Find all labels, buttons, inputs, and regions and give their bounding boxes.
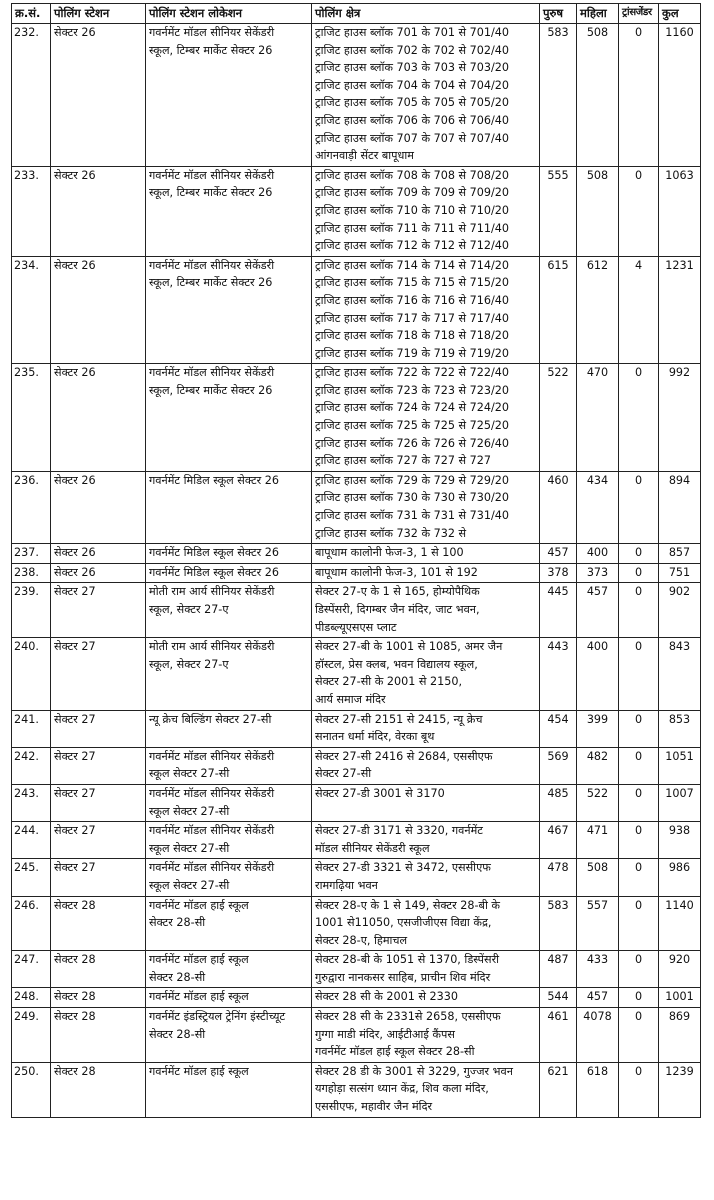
station-location	[146, 1008, 312, 1063]
female-count: 373	[577, 563, 619, 583]
polling-area-line: सेक्टर 28-ए, हिमाचल	[315, 933, 408, 947]
male-count: 487	[540, 951, 577, 988]
polling-area-line: ट्राजिट हाउस ब्लॉक 716 के 716 से 716/40	[315, 293, 509, 307]
table-row	[12, 638, 701, 710]
total-count: 1063	[659, 166, 701, 256]
female-count: 457	[577, 583, 619, 638]
transgender-count: 0	[619, 364, 659, 472]
serial-number: 243.	[12, 784, 51, 821]
header-station-location: पोलिंग स्टेशन लोकेशन	[146, 4, 312, 24]
station-location	[146, 24, 312, 167]
polling-station: सेक्टर 28	[51, 988, 146, 1008]
total-count: 1001	[659, 988, 701, 1008]
station-location-line: सेक्टर 28-सी	[149, 970, 206, 984]
transgender-count: 0	[619, 784, 659, 821]
serial-number: 239.	[12, 583, 51, 638]
polling-area-line: सेक्टर 27-सी	[315, 767, 372, 781]
polling-area-line: सेक्टर 28 सी के 2001 से 2330	[315, 990, 459, 1004]
female-count: 400	[577, 638, 619, 710]
station-location-line: स्कूल सेक्टर 27-सी	[149, 767, 230, 781]
polling-area-line: ट्राजिट हाउस ब्लॉक 726 के 726 से 726/40	[315, 436, 509, 450]
transgender-count: 0	[619, 896, 659, 951]
serial-number: 250.	[12, 1062, 51, 1117]
serial-number: 248.	[12, 988, 51, 1008]
polling-area-line: ट्राजिट हाउस ब्लॉक 710 के 710 से 710/20	[315, 203, 509, 217]
polling-area	[312, 1008, 540, 1063]
transgender-count: 0	[619, 471, 659, 543]
station-location-line: गवर्नमेंट मिडिल स्कूल सेक्टर 26	[149, 473, 279, 487]
table-body	[12, 24, 701, 1118]
male-count: 485	[540, 784, 577, 821]
polling-area	[312, 638, 540, 710]
transgender-count: 0	[619, 747, 659, 784]
polling-area-line: सेक्टर 28 डी के 3001 से 3229, गुज्जर भवन	[315, 1064, 513, 1078]
station-location	[146, 563, 312, 583]
polling-station: सेक्टर 27	[51, 583, 146, 638]
table-row	[12, 563, 701, 583]
polling-area-line: ट्राजिट हाउस ब्लॉक 712 के 712 से 712/40	[315, 239, 509, 253]
female-count: 618	[577, 1062, 619, 1117]
station-location-line: गवर्नमेंट मिडिल स्कूल सेक्टर 26	[149, 565, 279, 579]
male-count: 544	[540, 988, 577, 1008]
polling-area-line: सेक्टर 27-ए के 1 से 165, होम्योपैथिक	[315, 585, 480, 599]
polling-area-line: पीडब्ल्यूएसएस प्लाट	[315, 620, 397, 634]
male-count: 445	[540, 583, 577, 638]
station-location-line: स्कूल, टिम्बर मार्केट सेक्टर 26	[149, 276, 273, 290]
transgender-count: 0	[619, 951, 659, 988]
female-count: 434	[577, 471, 619, 543]
total-count: 1239	[659, 1062, 701, 1117]
polling-station: सेक्टर 27	[51, 747, 146, 784]
table-row	[12, 1008, 701, 1063]
polling-area-line: ट्राजिट हाउस ब्लॉक 707 के 707 से 707/40	[315, 131, 509, 145]
table-row	[12, 988, 701, 1008]
polling-area-line: ट्राजिट हाउस ब्लॉक 715 के 715 से 715/20	[315, 276, 509, 290]
station-location-line: गवर्नमेंट मॉडल सीनियर सेकेंडरी	[149, 824, 275, 838]
polling-area-line: यगहोड़ा सत्संग ध्यान केंद्र, शिव कला मंदिर,	[315, 1082, 489, 1096]
polling-area	[312, 896, 540, 951]
female-count: 557	[577, 896, 619, 951]
polling-station: सेक्टर 27	[51, 859, 146, 896]
table-row	[12, 24, 701, 167]
male-count: 522	[540, 364, 577, 472]
polling-area-line: सेक्टर 27-डी 3321 से 3472, एससीएफ	[315, 861, 491, 875]
total-count: 894	[659, 471, 701, 543]
table-row	[12, 166, 701, 256]
female-count: 508	[577, 859, 619, 896]
total-count: 1231	[659, 256, 701, 364]
total-count: 920	[659, 951, 701, 988]
polling-area	[312, 784, 540, 821]
polling-area-line: ट्राजिट हाउस ब्लॉक 727 के 727 से 727	[315, 454, 491, 468]
table-row	[12, 583, 701, 638]
female-count: 4078	[577, 1008, 619, 1063]
polling-area-line: ट्राजिट हाउस ब्लॉक 724 के 724 से 724/20	[315, 401, 509, 415]
male-count: 615	[540, 256, 577, 364]
male-count: 569	[540, 747, 577, 784]
polling-area-line: गवर्नमेंट मॉडल हाई स्कूल सेक्टर 28-सी	[315, 1045, 475, 1059]
male-count: 461	[540, 1008, 577, 1063]
female-count: 482	[577, 747, 619, 784]
station-location	[146, 896, 312, 951]
polling-area-line: सेक्टर 27-सी के 2001 से 2150,	[315, 675, 463, 689]
polling-area	[312, 364, 540, 472]
station-location	[146, 822, 312, 859]
serial-number: 241.	[12, 710, 51, 747]
polling-area	[312, 710, 540, 747]
total-count: 1051	[659, 747, 701, 784]
polling-station: सेक्टर 27	[51, 822, 146, 859]
station-location-line: स्कूल, सेक्टर 27-ए	[149, 603, 229, 616]
header-serial: क्र.सं.	[12, 4, 51, 24]
polling-area-line: ट्राजिट हाउस ब्लॉक 706 के 706 से 706/40	[315, 113, 509, 127]
female-count: 522	[577, 784, 619, 821]
station-location	[146, 710, 312, 747]
polling-area-line: ट्राजिट हाउस ब्लॉक 709 के 709 से 709/20	[315, 186, 509, 200]
station-location	[146, 1062, 312, 1117]
polling-station: सेक्टर 27	[51, 638, 146, 710]
polling-area-line: गुरुद्वारा नानकसर साहिब, प्राचीन शिव मंदिर	[315, 970, 491, 984]
polling-area	[312, 951, 540, 988]
polling-area-line: सेक्टर 27-डी 3171 से 3320, गवर्नमेंट	[315, 824, 483, 838]
polling-area	[312, 563, 540, 583]
total-count: 857	[659, 544, 701, 564]
station-location	[146, 544, 312, 564]
station-location	[146, 638, 312, 710]
station-location-line: सेक्टर 28-सी	[149, 916, 206, 930]
table-row	[12, 1062, 701, 1117]
polling-area-line: सेक्टर 27-सी 2151 से 2415, न्यू क्रेच	[315, 712, 483, 726]
polling-area	[312, 822, 540, 859]
station-location	[146, 951, 312, 988]
male-count: 478	[540, 859, 577, 896]
serial-number: 238.	[12, 563, 51, 583]
female-count: 508	[577, 166, 619, 256]
station-location-line: स्कूल सेक्टर 27-सी	[149, 878, 230, 892]
table-row	[12, 951, 701, 988]
transgender-count: 0	[619, 166, 659, 256]
station-location-line: न्यू क्रेच बिल्डिंग सेक्टर 27-सी	[149, 712, 272, 726]
header-polling-area: पोलिंग क्षेत्र	[312, 4, 540, 24]
serial-number: 237.	[12, 544, 51, 564]
polling-area	[312, 256, 540, 364]
table-row	[12, 784, 701, 821]
station-location	[146, 166, 312, 256]
table-row	[12, 710, 701, 747]
polling-area	[312, 747, 540, 784]
polling-area-line: डिस्पेंसरी, दिगम्बर जैन मंदिर, जाट भवन,	[315, 603, 480, 616]
station-location-line: गवर्नमेंट मॉडल सीनियर सेकेंडरी	[149, 168, 275, 182]
station-location-line: गवर्नमेंट मॉडल सीनियर सेकेंडरी	[149, 749, 275, 763]
total-count: 751	[659, 563, 701, 583]
polling-area-line: ट्राजिट हाउस ब्लॉक 704 के 704 से 704/20	[315, 78, 509, 92]
table-row	[12, 896, 701, 951]
polling-area-line: सेक्टर 27-सी 2416 से 2684, एससीएफ	[315, 749, 493, 763]
polling-area-line: बापूधाम कालोनी फेज-3, 101 से 192	[315, 565, 478, 579]
polling-area-line: हॉस्टल, प्रेस क्लब, भवन विद्यालय स्कूल,	[315, 657, 478, 671]
female-count: 471	[577, 822, 619, 859]
table-row	[12, 256, 701, 364]
station-location-line: स्कूल, सेक्टर 27-ए	[149, 657, 229, 671]
polling-area-line: आंगनवाड़ी सेंटर बापूधाम	[315, 149, 414, 163]
station-location-line: मोती राम आर्य सीनियर सेकेंडरी	[149, 585, 275, 599]
female-count: 400	[577, 544, 619, 564]
station-location-line: गवर्नमेंट मॉडल हाई स्कूल	[149, 898, 249, 912]
total-count: 1160	[659, 24, 701, 167]
polling-area-line: सेक्टर 28-ए के 1 से 149, सेक्टर 28-बी के	[315, 898, 500, 912]
header-transgender: ट्रांसजेंडर	[619, 4, 659, 24]
transgender-count: 0	[619, 544, 659, 564]
serial-number: 233.	[12, 166, 51, 256]
polling-area-line: ट्राजिट हाउस ब्लॉक 719 के 719 से 719/20	[315, 346, 509, 360]
table-row	[12, 544, 701, 564]
station-location-line: गवर्नमेंट मॉडल सीनियर सेकेंडरी	[149, 366, 275, 380]
station-location-line: स्कूल सेक्टर 27-सी	[149, 804, 230, 818]
male-count: 460	[540, 471, 577, 543]
header-total: कुल	[659, 4, 701, 24]
male-count: 583	[540, 896, 577, 951]
polling-area	[312, 1062, 540, 1117]
polling-area-line: सेक्टर 27-बी के 1001 से 1085, अमर जैन	[315, 640, 503, 654]
station-location	[146, 747, 312, 784]
transgender-count: 0	[619, 859, 659, 896]
table-row	[12, 859, 701, 896]
male-count: 378	[540, 563, 577, 583]
polling-area-line: ट्राजिट हाउस ब्लॉक 711 के 711 से 711/40	[315, 221, 509, 235]
serial-number: 245.	[12, 859, 51, 896]
polling-area-line: ट्राजिट हाउस ब्लॉक 708 के 708 से 708/20	[315, 168, 509, 182]
total-count: 986	[659, 859, 701, 896]
station-location-line: मोती राम आर्य सीनियर सेकेंडरी	[149, 640, 275, 654]
transgender-count: 0	[619, 710, 659, 747]
male-count: 555	[540, 166, 577, 256]
total-count: 853	[659, 710, 701, 747]
female-count: 457	[577, 988, 619, 1008]
polling-area-line: ट्राजिट हाउस ब्लॉक 725 के 725 से 725/20	[315, 419, 509, 433]
transgender-count: 0	[619, 24, 659, 167]
female-count: 399	[577, 710, 619, 747]
serial-number: 247.	[12, 951, 51, 988]
polling-area	[312, 859, 540, 896]
male-count: 467	[540, 822, 577, 859]
table-row	[12, 471, 701, 543]
header-female: महिला	[577, 4, 619, 24]
male-count: 583	[540, 24, 577, 167]
polling-station: सेक्टर 26	[51, 471, 146, 543]
station-location-line: गवर्नमेंट मॉडल हाई स्कूल	[149, 990, 249, 1004]
polling-area-line: ट्राजिट हाउस ब्लॉक 731 के 731 से 731/40	[315, 509, 509, 523]
transgender-count: 0	[619, 1008, 659, 1063]
male-count: 443	[540, 638, 577, 710]
station-location	[146, 583, 312, 638]
serial-number: 232.	[12, 24, 51, 167]
serial-number: 235.	[12, 364, 51, 472]
station-location-line: स्कूल, टिम्बर मार्केट सेक्टर 26	[149, 186, 273, 200]
total-count: 938	[659, 822, 701, 859]
polling-area-line: बापूधाम कालोनी फेज-3, 1 से 100	[315, 546, 464, 560]
female-count: 433	[577, 951, 619, 988]
polling-station: सेक्टर 28	[51, 1062, 146, 1117]
polling-area-line: ट्राजिट हाउस ब्लॉक 730 के 730 से 730/20	[315, 491, 509, 505]
station-location-line: सेक्टर 28-सी	[149, 1027, 206, 1041]
station-location-line: गवर्नमेंट मॉडल सीनियर सेकेंडरी	[149, 258, 275, 272]
polling-area	[312, 988, 540, 1008]
station-location-line: गवर्नमेंट मॉडल हाई स्कूल	[149, 1064, 249, 1078]
station-location-line: स्कूल सेक्टर 27-सी	[149, 841, 230, 855]
polling-area-line: ट्राजिट हाउस ब्लॉक 703 के 703 से 703/20	[315, 61, 509, 75]
polling-station: सेक्टर 27	[51, 710, 146, 747]
station-location-line: गवर्नमेंट मिडिल स्कूल सेक्टर 26	[149, 546, 279, 560]
total-count: 902	[659, 583, 701, 638]
polling-area-line: गुग्गा माडी मंदिर, आईटीआई कैंपस	[315, 1027, 455, 1041]
total-count: 1007	[659, 784, 701, 821]
station-location-line: गवर्नमेंट मॉडल हाई स्कूल	[149, 953, 249, 967]
station-location	[146, 784, 312, 821]
male-count: 621	[540, 1062, 577, 1117]
female-count: 470	[577, 364, 619, 472]
station-location	[146, 256, 312, 364]
total-count: 869	[659, 1008, 701, 1063]
polling-station: सेक्टर 28	[51, 896, 146, 951]
polling-station: सेक्टर 28	[51, 951, 146, 988]
transgender-count: 0	[619, 583, 659, 638]
polling-station: सेक्टर 26	[51, 364, 146, 472]
polling-area	[312, 471, 540, 543]
polling-area	[312, 544, 540, 564]
station-location-line: स्कूल, टिम्बर मार्केट सेक्टर 26	[149, 43, 273, 57]
transgender-count: 0	[619, 638, 659, 710]
polling-area-line: ट्राजिट हाउस ब्लॉक 701 के 701 से 701/40	[315, 26, 509, 39]
polling-station: सेक्टर 26	[51, 256, 146, 364]
polling-area-line: सेक्टर 28-बी के 1051 से 1370, डिस्पेंसरी	[315, 953, 500, 967]
station-location	[146, 859, 312, 896]
station-location-line: गवर्नमेंट मॉडल सीनियर सेकेंडरी	[149, 861, 275, 875]
polling-area	[312, 583, 540, 638]
polling-area-line: ट्राजिट हाउस ब्लॉक 732 के 732 से	[315, 526, 467, 540]
table-header-row	[12, 4, 701, 24]
header-male: पुरुष	[540, 4, 577, 24]
polling-station-table	[11, 3, 701, 1118]
polling-area-line: एससीएफ, महावीर जैन मंदिर	[315, 1100, 433, 1114]
polling-area	[312, 166, 540, 256]
male-count: 454	[540, 710, 577, 747]
serial-number: 244.	[12, 822, 51, 859]
polling-area-line: ट्राजिट हाउस ब्लॉक 718 के 718 से 718/20	[315, 329, 509, 343]
polling-area-line: 1001 से11050, एसजीजीएस विद्या केंद्र,	[315, 916, 492, 930]
polling-area-line: ट्राजिट हाउस ब्लॉक 717 के 717 से 717/40	[315, 311, 509, 325]
transgender-count: 0	[619, 1062, 659, 1117]
polling-area-line: सेक्टर 28 सी के 2331से 2658, एससीएफ	[315, 1010, 501, 1024]
polling-area-line: सेक्टर 27-डी 3001 से 3170	[315, 786, 445, 800]
station-location-line: गवर्नमेंट मॉडल सीनियर सेकेंडरी	[149, 26, 275, 39]
polling-area-line: ट्राजिट हाउस ब्लॉक 702 के 702 से 702/40	[315, 43, 509, 57]
transgender-count: 4	[619, 256, 659, 364]
polling-station: सेक्टर 27	[51, 784, 146, 821]
station-location-line: गवर्नमेंट मॉडल सीनियर सेकेंडरी	[149, 786, 275, 800]
station-location-line: गवर्नमेंट इंडस्ट्रियल ट्रेनिंग इंस्टीच्यूट	[149, 1010, 286, 1024]
serial-number: 249.	[12, 1008, 51, 1063]
polling-area-line: ट्राजिट हाउस ब्लॉक 723 के 723 से 723/20	[315, 383, 509, 397]
polling-area-line: ट्राजिट हाउस ब्लॉक 722 के 722 से 722/40	[315, 366, 509, 380]
polling-area-line: रामगढ़िया भवन	[315, 878, 378, 892]
polling-area-line: ट्राजिट हाउस ब्लॉक 714 के 714 से 714/20	[315, 258, 509, 272]
polling-station: सेक्टर 26	[51, 24, 146, 167]
station-location	[146, 364, 312, 472]
polling-area-line: सनातन धर्मा मंदिर, वेरका बूथ	[315, 730, 435, 744]
station-location	[146, 988, 312, 1008]
table-row	[12, 364, 701, 472]
serial-number: 236.	[12, 471, 51, 543]
total-count: 992	[659, 364, 701, 472]
transgender-count: 0	[619, 563, 659, 583]
polling-station: सेक्टर 26	[51, 544, 146, 564]
polling-area	[312, 24, 540, 167]
male-count: 457	[540, 544, 577, 564]
female-count: 612	[577, 256, 619, 364]
polling-area-line: ट्राजिट हाउस ब्लॉक 729 के 729 से 729/20	[315, 473, 509, 487]
total-count: 843	[659, 638, 701, 710]
polling-area-line: ट्राजिट हाउस ब्लॉक 705 के 705 से 705/20	[315, 96, 509, 110]
polling-station: सेक्टर 26	[51, 166, 146, 256]
transgender-count: 0	[619, 822, 659, 859]
serial-number: 234.	[12, 256, 51, 364]
polling-station: सेक्टर 28	[51, 1008, 146, 1063]
table-row	[12, 747, 701, 784]
serial-number: 242.	[12, 747, 51, 784]
female-count: 508	[577, 24, 619, 167]
station-location-line: स्कूल, टिम्बर मार्केट सेक्टर 26	[149, 383, 273, 397]
table-row	[12, 822, 701, 859]
serial-number: 240.	[12, 638, 51, 710]
total-count: 1140	[659, 896, 701, 951]
transgender-count: 0	[619, 988, 659, 1008]
header-polling-station: पोलिंग स्टेशन	[51, 4, 146, 24]
serial-number: 246.	[12, 896, 51, 951]
polling-area-line: आर्य समाज मंदिर	[315, 692, 386, 706]
polling-area-line: मॉडल सीनियर सेकेंडरी स्कूल	[315, 841, 430, 855]
polling-station: सेक्टर 26	[51, 563, 146, 583]
station-location	[146, 471, 312, 543]
